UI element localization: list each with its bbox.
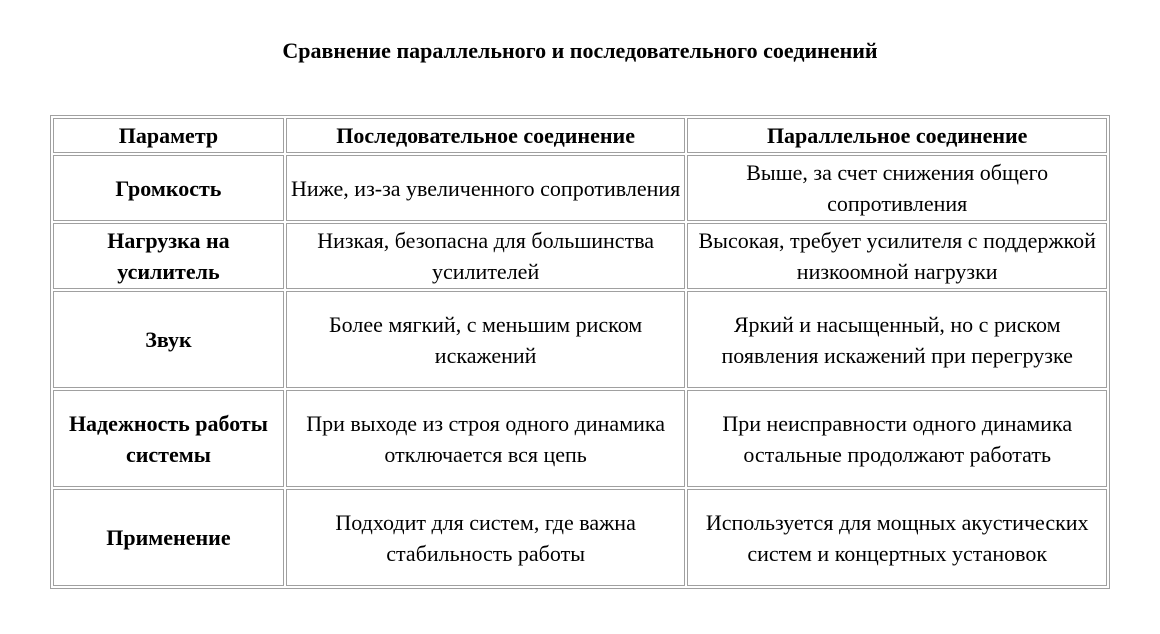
header-parallel-connection: Параллельное соединение (687, 118, 1107, 153)
row-series-value: При выходе из строя одного динамика отключается вся цепь (286, 390, 686, 487)
row-parallel-value: Высокая, требует усилителя с поддержкой низкоомной нагрузки (687, 223, 1107, 289)
comparison-table-container (50, 115, 1110, 589)
row-parameter: Нагрузка на усилитель (53, 223, 284, 289)
row-parameter: Надежность работы системы (53, 390, 284, 487)
table-header-row (53, 118, 1107, 153)
row-series-value: Подходит для систем, где важна стабильность работы (286, 489, 686, 586)
row-parameter: Громкость (53, 155, 284, 221)
row-parallel-value: Используется для мощных акустических систем и концертных установок (687, 489, 1107, 586)
row-parameter: Звук (53, 291, 284, 388)
row-series-value: Более мягкий, с меньшим риском искажений (286, 291, 686, 388)
table-row (53, 390, 1107, 487)
row-parallel-value: Выше, за счет снижения общего сопротивления (687, 155, 1107, 221)
row-parameter: Применение (53, 489, 284, 586)
page-title: Сравнение параллельного и последовательного соединений (282, 38, 878, 63)
table-row (53, 155, 1107, 221)
row-series-value: Ниже, из-за увеличенного сопротивления (286, 155, 686, 221)
table-row (53, 489, 1107, 586)
table-row (53, 223, 1107, 289)
row-series-value: Низкая, безопасна для большинства усилителей (286, 223, 686, 289)
row-parallel-value: Яркий и насыщенный, но с риском появления искажений при перегрузке (687, 291, 1107, 388)
row-parallel-value: При неисправности одного динамика остальные продолжают работать (687, 390, 1107, 487)
comparison-table (50, 115, 1110, 589)
table-row (53, 291, 1107, 388)
header-parameter: Параметр (53, 118, 284, 153)
header-series-connection: Последовательное соединение (286, 118, 686, 153)
